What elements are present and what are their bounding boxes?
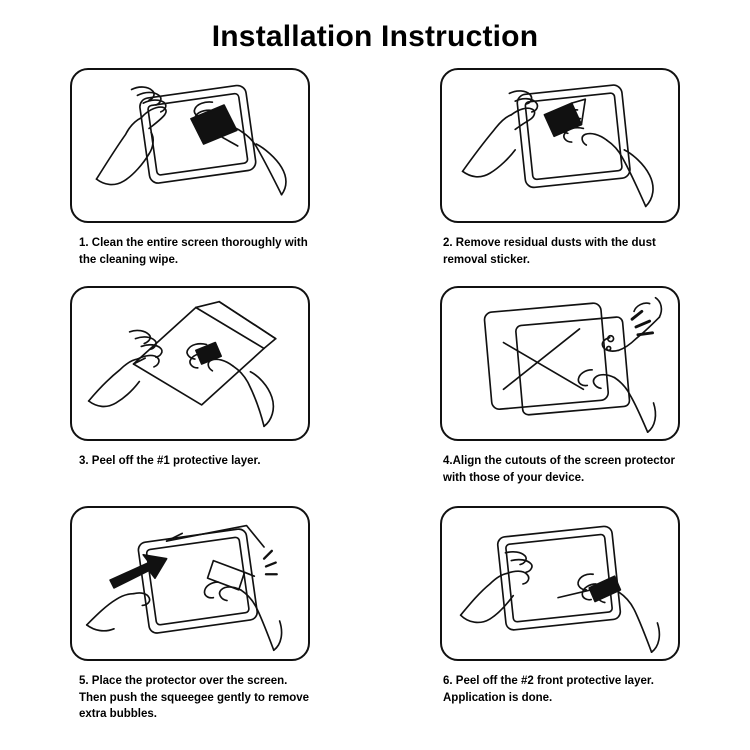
step-6-illustration — [440, 506, 680, 661]
step-2-caption: 2. Remove residual dusts with the dust removal sticker. — [443, 237, 656, 266]
step-1-illustration — [70, 68, 310, 223]
step-5-illustration — [70, 506, 310, 661]
step-2-illustration — [440, 68, 680, 223]
step-4-illustration — [440, 286, 680, 441]
step-card-1 — [10, 68, 370, 286]
step-1-caption: 1. Clean the entire screen thoroughly with the cleaning wipe. — [79, 237, 308, 266]
step-3-illustration — [70, 286, 310, 441]
page-title: Installation Instruction — [211, 20, 539, 53]
step-card-5 — [10, 506, 370, 724]
step-4-caption: 4.Align the cutouts of the screen protector with those of your device. — [443, 455, 675, 484]
step-3-caption: 3. Peel off the #1 protective layer. — [79, 455, 261, 467]
step-card-6 — [380, 506, 740, 724]
steps-grid — [0, 68, 750, 724]
step-5-caption: 5. Place the protector over the screen. Then push the squeegee gently to remove extra bubbles. — [79, 675, 310, 721]
step-card-3 — [10, 286, 370, 506]
step-6-caption: 6. Peel off the #2 front protective layer. Application is done. — [443, 675, 654, 704]
step-card-2 — [380, 68, 740, 286]
step-card-4 — [380, 286, 740, 506]
